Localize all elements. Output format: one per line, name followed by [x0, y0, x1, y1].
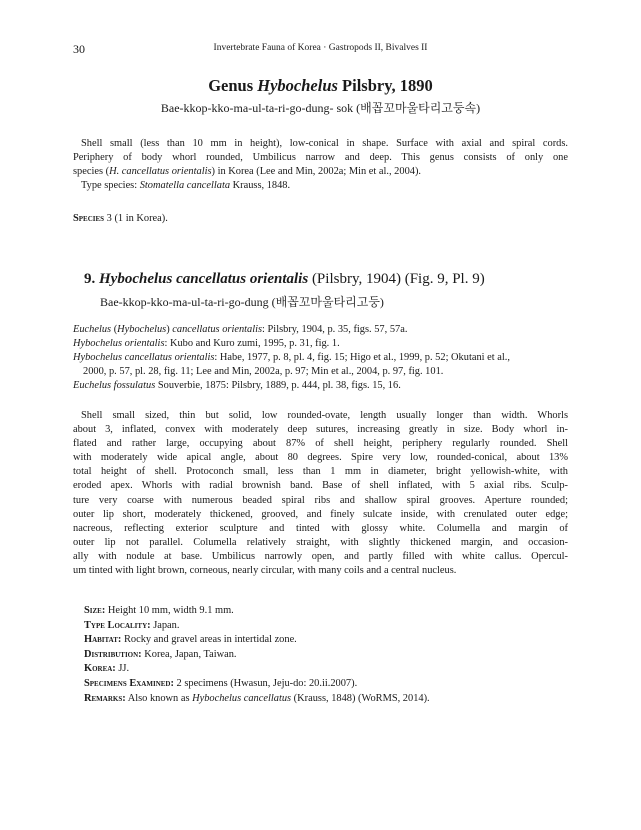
- genus-title-authority: Pilsbry, 1890: [337, 76, 433, 95]
- type-species-label: Type species:: [81, 180, 140, 192]
- type-species-authority: Krauss, 1848.: [230, 180, 291, 192]
- fact-habitat: [84, 633, 564, 648]
- fact-value: Japan.: [150, 619, 180, 631]
- fact-distribution: [84, 648, 564, 663]
- fact-label: Distribution:: [84, 648, 142, 660]
- fact-value: (Krauss, 1848) (WoRMS, 2014).: [291, 692, 430, 704]
- text-run: species (: [73, 166, 110, 178]
- genus-title-prefix: Genus: [208, 76, 258, 95]
- species-authority: (Pilsbry, 1904) (Fig. 9, Pl. 9): [308, 271, 485, 287]
- fact-specimens: [84, 677, 564, 692]
- text-run: : Habe, 1977, p. 8, pl. 4, fig. 15; Higo et al., 1999, p. 52; Okutani et al.,: [214, 352, 510, 364]
- text-run: : Kubo and Kuro zumi, 1995, p. 31, fig. 1.: [164, 338, 340, 350]
- synonym-entry: [73, 323, 568, 337]
- text-run: : Pilsbry, 1904, p. 35, figs. 57, 57a.: [262, 324, 408, 335]
- desc-line: outer lip short, moderately thickened, grooved, and finely sulcate inside, with crenulated outer edge;: [73, 508, 568, 520]
- genus-desc-line: Shell small (less than 10 mm in height), low-conical in shape. Surface with axial and spiral cords.: [81, 138, 568, 149]
- running-head: Invertebrate Fauna of Korea · Gastropods II, Bivalves II: [213, 43, 428, 53]
- synonym-entry: [73, 337, 568, 351]
- synonym-entry: [73, 351, 568, 365]
- species-count: [73, 212, 568, 226]
- type-species-name: Stomatella cancellata: [139, 180, 231, 192]
- fact-value: Height 10 mm, width 9.1 mm.: [105, 605, 234, 616]
- fact-type-locality: [84, 619, 564, 634]
- species-count-value: 3 (1 in Korea).: [104, 213, 168, 224]
- genus-title-name: Hybochelus: [257, 76, 338, 95]
- text-run: (: [111, 324, 118, 335]
- fact-label: Size:: [84, 605, 106, 616]
- genus-korean-name: Bae-kkop-kko-ma-ul-ta-ri-go-dung- sok (배꼽꼬마울타리고둥속): [160, 101, 481, 115]
- desc-line: eroded apex. Whorls with radial brownish band. Base of shell inflated, with 5 axial ribs. Sculp-: [73, 480, 568, 492]
- fact-value: Also known as: [125, 692, 193, 704]
- genus-title: [0, 76, 641, 96]
- text-run-italic: cancellatus orientalis: [172, 324, 263, 335]
- synonymy-list: [73, 323, 568, 393]
- fact-label: Habitat:: [84, 634, 122, 646]
- desc-line: with moderately wide apical angle, about 80 degrees. Spire very low, rounded-conical, about 13%: [73, 452, 568, 464]
- genus-desc-line: [73, 165, 568, 179]
- species-korean-name: Bae-kkop-kko-ma-ul-ta-ri-go-dung (배꼽꼬마울타리고둥): [100, 295, 384, 309]
- desc-line: about 3, inflated, convex with moderately deep sutures, increasing greatly in size. Body whorl in-: [73, 424, 568, 436]
- text-run-italic: H. cancellatus orientalis: [109, 166, 212, 178]
- species-description: [73, 409, 568, 578]
- desc-line: outer lip not parallel. Columella relatively straight, with slightly thickened margin, and occasion-: [73, 536, 568, 548]
- text-run: Souverbie, 1875: Pilsbry, 1889, p. 444, pl. 38, figs. 15, 16.: [155, 380, 401, 392]
- type-species: [73, 179, 568, 193]
- fact-label: Remarks:: [84, 692, 126, 704]
- desc-line: ture very coarse with numerous beaded spiral ribs and shallow spiral grooves. Aperture rounded;: [73, 494, 568, 506]
- fact-remarks: [84, 692, 564, 707]
- desc-line: flated and rather large, occupying about 87% of shell height, periphery regularly rounded. Shell: [73, 438, 568, 450]
- fact-size: [84, 604, 564, 619]
- genus-desc-line: Periphery of body whorl rounded, Umbilicus narrow and deep. This genus consists of only one: [73, 152, 568, 164]
- text-run-italic: Euchelus fossulatus: [73, 380, 156, 392]
- fact-label: Korea:: [84, 663, 116, 675]
- fact-value-italic: Hybochelus cancellatus: [192, 692, 292, 704]
- synonym-entry: [73, 379, 568, 393]
- text-run-italic: Hybochelus orientalis: [73, 338, 165, 350]
- fact-value: JJ.: [115, 663, 130, 675]
- desc-line: nacreous, reflecting exterior sculpture and tinted with glossy white. Columella and margin of: [73, 522, 568, 534]
- fact-korea: [84, 662, 564, 677]
- text-run: ): [166, 324, 173, 335]
- synonym-continuation: 2000, p. 57, pl. 28, fig. 11; Lee and Min, 2002a, p. 97; Min et al., 2004, p. 97, fig. 101.: [83, 366, 444, 378]
- fact-value: 2 specimens (Hwasun, Jeju-do: 20.ii.2007).: [173, 677, 358, 689]
- desc-line: Shell small sized, thin but solid, low rounded-ovate, length usually longer than width. Whorls: [81, 410, 568, 421]
- genus-description: [73, 137, 568, 193]
- text-run-italic: Hybochelus cancellatus orientalis: [73, 352, 215, 364]
- species-number: 9.: [84, 271, 99, 287]
- fact-label: Type Locality:: [84, 619, 151, 631]
- desc-line: um tinted with light brown, corneous, nearly circular, with many coils and a central nucleus.: [73, 565, 457, 577]
- text-run-italic: Hybochelus: [117, 324, 167, 335]
- species-count-label: Species: [73, 213, 105, 224]
- species-name: Hybochelus cancellatus orientalis: [99, 271, 309, 287]
- fact-label: Specimens Examined:: [84, 677, 174, 689]
- desc-line: ally with nodule at base. Umbilicus narrowly open, and partly filled with white callus. Opercul-: [73, 550, 568, 562]
- fact-value: Korea, Japan, Taiwan.: [141, 648, 237, 660]
- species-facts: [84, 604, 564, 706]
- desc-line: total height of shell. Protoconch small, less than 1 mm in diameter, bright yellowish-white, with: [73, 466, 568, 478]
- species-title: [84, 271, 485, 288]
- page-number: 30: [73, 42, 85, 56]
- fact-value: Rocky and gravel areas in intertidal zone.: [121, 634, 297, 646]
- text-run-italic: Euchelus: [73, 324, 112, 335]
- text-run: ) in Korea (Lee and Min, 2002a; Min et al., 2004).: [211, 166, 422, 178]
